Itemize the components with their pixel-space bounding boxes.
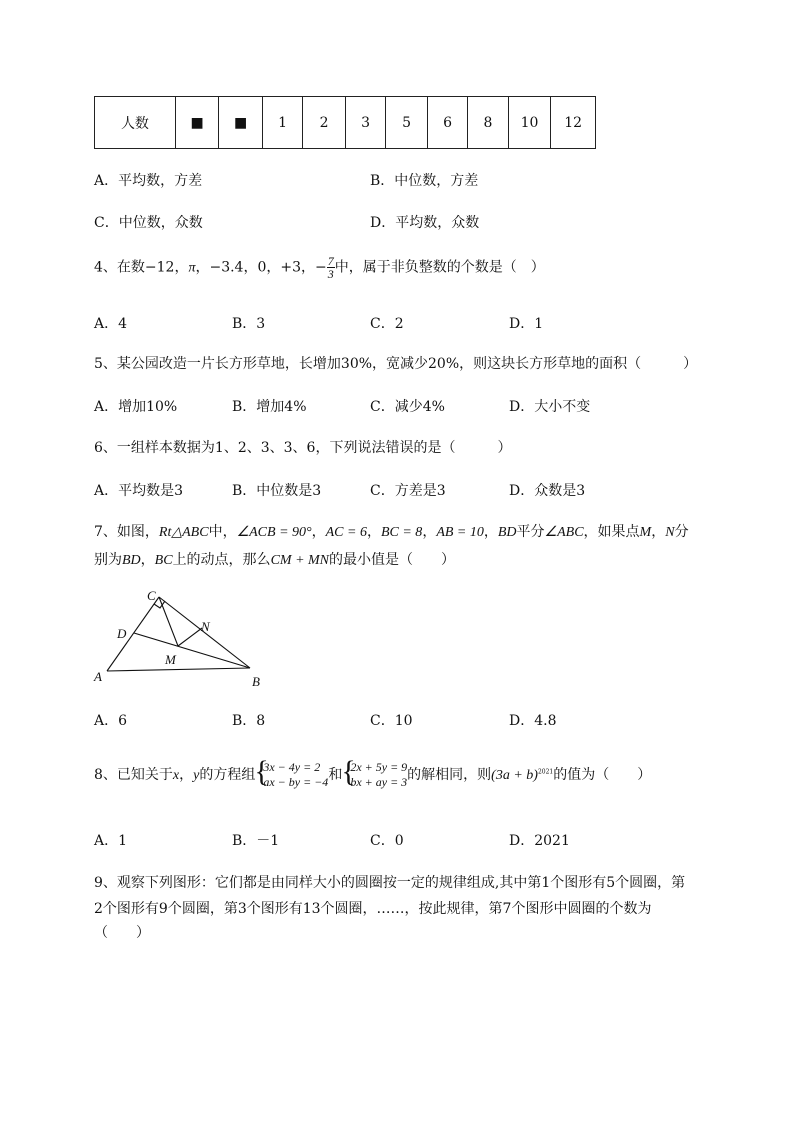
q4-option-c: C．2 [370, 316, 404, 332]
q7-text: 上的动点，那么 [172, 552, 271, 568]
q8-var-x: x [172, 768, 180, 783]
q8-system-2-eq-2: bx + ay = 3 [350, 775, 408, 789]
q7-text: 7、如图， [94, 524, 159, 540]
q3-option-b: B．中位数，方差 [370, 173, 479, 189]
q7-math: M [639, 525, 652, 540]
q4-prefix: 4、在数−12， [94, 259, 189, 276]
label-b: B [252, 674, 260, 689]
q4-middle: ，−3.4，0，+3， [195, 259, 316, 276]
q7-math: CM + MN [270, 553, 330, 568]
q8-text: 8、已知关于 [94, 767, 173, 783]
q7-text: ， [311, 524, 326, 540]
question-8 [94, 755, 652, 790]
q3-option-c: C．中位数，众数 [94, 215, 203, 231]
q6-option-d: D．众数是3 [509, 483, 586, 499]
table-cell: 3 [345, 97, 385, 149]
q8-text: 的方程组 [199, 767, 256, 783]
q4-option-a: A．4 [94, 316, 128, 332]
table-row [95, 97, 596, 149]
q4-option-d: D．1 [509, 316, 544, 332]
q7-text: 的最小值是（ ） [329, 552, 456, 568]
q7-math: BC [154, 553, 173, 568]
table-cell: 1 [262, 97, 302, 149]
q7-math: Rt△ABC [158, 525, 209, 540]
q7-math: BC = 8 [380, 525, 423, 540]
table-cell: 2 [303, 97, 345, 149]
q8-system-1-eq-1: 3x − 4y = 2 [263, 760, 321, 774]
question-7-line-1 [94, 521, 689, 541]
q6-option-c: C．方差是3 [370, 483, 446, 499]
q7-text: ，如果点 [583, 524, 640, 540]
q8-exponent: 2021 [537, 768, 554, 776]
segment-bd [134, 633, 250, 668]
table-cell: 8 [468, 97, 508, 149]
q7-option-d: D．4.8 [509, 713, 557, 729]
q8-expression: (3a + b) [491, 768, 538, 783]
question-9-line-1: 9、观察下列图形：它们都是由同样大小的圆圈按一定的规律组成,其中第1个图形有5个圆圈，第 [94, 875, 686, 891]
q7-text: ， [366, 524, 381, 540]
question-6: 6、一组样本数据为1、2、3、3、6，下列说法错误的是（ ） [94, 440, 512, 456]
q8-text: 和 [328, 767, 343, 783]
q7-option-c: C．10 [370, 713, 413, 729]
q4-fraction [327, 255, 335, 280]
q7-math: AB = 10 [436, 525, 484, 540]
q3-option-a: A．平均数，方差 [94, 173, 203, 189]
q7-text: 中， [208, 524, 237, 540]
q5-option-d: D．大小不变 [509, 399, 591, 415]
q3-option-d: D．平均数，众数 [370, 215, 480, 231]
q6-option-b: B．中位数是3 [232, 483, 322, 499]
q7-text: ， [651, 524, 666, 540]
q7-math: ∠ACB = 90° [236, 525, 312, 540]
q8-text: ， [179, 767, 194, 783]
question-9-line-2: 2个图形有9个圆圈，第3个图形有13个圆圈，……，按此规律，第7个图形中圆圈的个数为 [94, 901, 652, 917]
question-4 [94, 255, 545, 280]
label-a: A [94, 669, 102, 684]
segment-mn [178, 628, 202, 646]
q7-math: BD [497, 525, 517, 540]
q6-option-a: A．平均数是3 [94, 483, 184, 499]
side-ab [107, 668, 250, 671]
q7-math: AC = 6 [325, 525, 367, 540]
triangle-figure [90, 585, 270, 690]
q7-text: ， [140, 552, 155, 568]
q4-pi: π [188, 260, 196, 276]
label-n: N [201, 619, 210, 634]
side-ac [107, 597, 159, 671]
question-9-line-3: （ ） [94, 925, 150, 941]
q8-option-c: C．0 [370, 833, 404, 849]
q8-system-2: { 2x + 5y = 9 bx + ay = 3 [341, 755, 408, 789]
table-cell: ■ [175, 97, 219, 149]
table-cell: 5 [386, 97, 427, 149]
frequency-table [94, 96, 596, 149]
q7-text: 分 [674, 524, 689, 540]
q4-frac-num: 7 [327, 254, 334, 268]
q5-option-a: A．增加10% [94, 399, 178, 415]
table-cell: 12 [551, 97, 596, 149]
q7-math: ∠ABC [544, 525, 584, 540]
q8-option-d: D．2021 [509, 833, 570, 849]
q5-option-c: C．减少4% [370, 399, 445, 415]
q7-option-b: B．8 [232, 713, 266, 729]
question-7-line-2 [94, 549, 455, 569]
table-cell: ■ [219, 97, 263, 149]
q7-text: 别为 [94, 552, 122, 568]
label-d: D [117, 626, 127, 641]
question-5: 5、某公园改造一片长方形草地，长增加30%，宽减少20%，则这块长方形草地的面积（ ） [94, 356, 698, 372]
q7-text: ， [483, 524, 498, 540]
q7-option-a: A．6 [94, 713, 128, 729]
q8-option-b: B．－1 [232, 833, 280, 849]
q8-text: 的解相同，则 [407, 767, 492, 783]
q4-neg: − [315, 259, 327, 276]
q7-math: BD [122, 553, 141, 568]
q7-text: ， [422, 524, 437, 540]
q4-option-b: B．3 [232, 316, 266, 332]
table-header-cell: 人数 [95, 97, 176, 149]
q8-system-1: { 3x − 4y = 2 ax − by = −4 [254, 755, 329, 789]
q8-system-1-eq-2: ax − by = −4 [263, 775, 329, 789]
q7-math: N [665, 525, 675, 540]
q5-option-b: B．增加4% [232, 399, 307, 415]
label-c: C [147, 588, 156, 603]
q8-var-y: y [193, 768, 200, 783]
label-m: M [165, 652, 176, 667]
q7-text: 平分 [516, 524, 545, 540]
q8-system-2-eq-1: 2x + 5y = 9 [350, 760, 408, 774]
table-cell: 6 [427, 97, 467, 149]
table-cell: 10 [508, 97, 551, 149]
q8-option-a: A．1 [94, 833, 128, 849]
q8-text: 的值为（ ） [553, 767, 652, 783]
q4-frac-den: 3 [327, 267, 334, 281]
q4-suffix: 中，属于非负整数的个数是（ ） [334, 259, 545, 276]
